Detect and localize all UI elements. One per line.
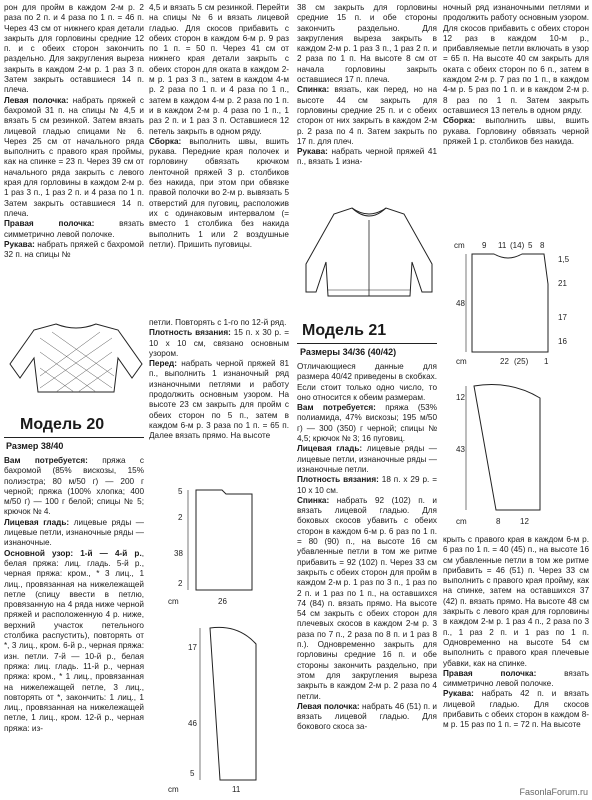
dim-label: 11: [232, 785, 241, 794]
cm-label: cm: [168, 597, 179, 606]
model21-text-col4-bottom: [443, 535, 589, 797]
text-paragraph: крыть с правого края в каждом 6-м р. 6 раз по 1 п. = 40 (45) п., на высоте 16 см убавленные петли в том же ритме прибавить = 46 (51) п. Через 33 см выполнить с правого края пройму, как на спинке, затем на оставшихся 37 (42) п. вязать прямо. На высоте 48 см закрыть с левого края для горловины в каждом 2-м р. 1 раз 4 п., 2 раза по 3 п., 1 раз 2 п. и 1 раз по 1 п. Одновременно на высоте 54 см выполнить с правого края плечевые убавки, как на спинке.: [443, 535, 589, 668]
text-paragraph: петли. Повторять с 1-го по 12-й ряд.: [149, 318, 287, 327]
label: Спинка:: [297, 495, 330, 505]
text: набрать пряжей с бахромой 31 п. на спицы № 4,5 и вязать 5 см резинкой. Затем вязать лицевой гладью спицами № 6. Через 25 см от начального ряда выполнить с правого края проймы, как на спинке = 23 п. Через 39 см от начального ряда закрыть с левого края для горловины в каждом 2-м р. 1 раз 3 п., 1 раз 2 п. и 4 раза по 1 п. Затем закрыть оставшиеся 14 п. плеча.: [4, 95, 144, 218]
dim-label: 1: [544, 357, 549, 366]
dim-label: 5: [178, 487, 183, 496]
text-paragraph: [4, 96, 144, 220]
label: Перед:: [149, 359, 177, 369]
watermark: FasonlaForum.ru: [519, 787, 588, 797]
text: пряжа с бахромой (85% вискозы, 15% полиэстра; 80 м/50 г) — 200 г черной; пряжа (100% хлопка; 400 м/50 г) — 100 г белой; спицы № 5; крючок № 4.: [4, 456, 144, 517]
text-paragraph: [443, 669, 589, 690]
text-paragraph: [4, 549, 144, 734]
text: лицевые ряды — лицевые петли, изнаночные ряды — изнаночные петли.: [297, 444, 437, 474]
dim-label: 8: [496, 517, 501, 526]
text-paragraph: [297, 85, 437, 147]
model20-front-pattern: [160, 480, 290, 610]
dim-label: 43: [456, 445, 465, 454]
model21-text-col3-bottom: [297, 362, 437, 798]
dim-label: 5: [190, 769, 195, 778]
model21-size: Размеры 34/36 (40/42): [300, 347, 397, 357]
text: набрать черной пряжей 81 п., выполнить 1 изнаночный ряд изнаночными петлями и работу продолжить основным узором. На высоте 23 см закрыть для пройм с обеих сторон по 5 п., затем в каждом 6-м р. 3 раза по 1 п. = 65 п. Далее вязать прямо. На высоте: [149, 359, 289, 441]
text: 18 п. x 29 р. = 10 x 10 см.: [297, 475, 437, 495]
text-paragraph: 38 см закрыть для горловины средние 15 п. и обе стороны закончить раздельно. Для закругления выреза закрыть в каждом 2-м р. 1 раз 3 п., 1 раз 2 п. и 2 раза по 1 п. На высоте 8 см от начала горловины закрыть оставшиеся 17 п. плеча.: [297, 3, 437, 85]
text: вязать, как перед, но на высоте 44 см закрыть для горловины средние 25 п. и с обеих сторон от них закрыть в каждом 2-м р. 2 раза по 4 п. Затем закрыть по 17 п. для плеч.: [297, 85, 437, 146]
label: Лицевая гладь:: [4, 517, 70, 527]
label: Основной узор: 1-й — 4-й р.: [4, 548, 142, 558]
model21-back-pattern: [440, 240, 590, 370]
dim-label: (25): [514, 357, 529, 366]
label: Рукава:: [4, 239, 35, 249]
text: пряжа (53% полиамида, 47% вискозы; 195 м/50 г) — 300 (350) г черной; спицы № 4,5; крючок № 3; 16 пуговиц.: [297, 403, 437, 444]
label: Правая полочка:: [4, 219, 95, 229]
dim-label: 21: [558, 279, 567, 288]
dim-label: 16: [558, 337, 567, 346]
dim-label: 9: [482, 241, 487, 250]
dim-label: 2: [178, 579, 183, 588]
dim-label: 8: [540, 241, 545, 250]
label: Правая полочка:: [443, 668, 537, 678]
label: Вам потребуется:: [4, 456, 88, 465]
model20-text-col1-bottom: [4, 456, 144, 798]
text: набрать 92 (102) п. и вязать лицевой гладью. Для боковых скосов убавить с обеих сторон в каждом 6-м р. 6 раз по 1 п. = 80 (90) п., на высоте 16 см убавленные петли в том же ритме прибавить = 92 (102) п. Через 33 см закрыть с обеих сторон для пройм в каждом 2-м р. 1 раз по 3 п., 1 раз по 2 п. и 1 раз по 1 п., на оставшихся 74 (84) п. вязать прямо. На высоте 54 см закрыть с обеих сторон для плечевых скосов в каждом 2-м р. 3 раза по 7 п., 2 раза по 8 п. и 1 раз 8 п.). Одновременно закрыть для горловины средние 16 п. и обе стороны закончить раздельно, при этом для закругления выреза закрыть в каждом 2-м р. 2 раза по 4 петли.: [297, 495, 437, 701]
cm-label: cm: [456, 517, 467, 526]
label: Сборка:: [443, 116, 476, 126]
model21-sleeve-pattern: [440, 380, 590, 530]
cm-label: cm: [456, 357, 467, 366]
dim-label: 5: [528, 241, 533, 250]
text-paragraph: [4, 219, 144, 240]
text-paragraph: [297, 702, 437, 733]
model21-text-col3-top: [297, 3, 437, 198]
dim-label: 38: [174, 549, 183, 558]
dim-label: 1,5: [558, 255, 570, 264]
text-paragraph: [149, 328, 289, 359]
model20-sleeve-pattern: [160, 620, 290, 796]
model20-title-rule: [4, 437, 144, 438]
label: Рукава:: [443, 689, 474, 699]
text-paragraph: [297, 496, 437, 702]
text: набрать черной пряжей 41 п., вязать 1 изна-: [297, 147, 437, 167]
label: Плотность вязания:: [297, 475, 379, 485]
text: выполнить швы, вшить рукава. Горловину обвязать черной пряжей 1 р. столбиков без накида.: [443, 116, 589, 146]
dim-label: 46: [188, 719, 197, 728]
dim-label: 12: [520, 517, 529, 526]
text-paragraph: [4, 456, 144, 518]
text-paragraph: 4,5 и вязать 5 см резинкой. Перейти на спицы № 6 и вязать лицевой гладью. Для скосов прибавить с обеих сторон в каждом 6-м р. 9 раз по 1 п. = 50 п. Через 41 см от нижнего края детали закрыть с обеих сторон для оката в каждом 2-м р. 1 раз 3 п., затем в каждом 4-м р. 2 раза по 1 п. и 4 раза по 1 п., затем в каждом 4-м р. 2 раза по 1 п. и в каждом 2-м р. 4 раза по 1 п., 1 раз 2 п. и 1 раз 3 п. Оставшиеся 12 петель закрыть в одном ряду.: [149, 3, 289, 136]
text-paragraph: [297, 444, 437, 475]
text-paragraph: [297, 475, 437, 496]
text-paragraph: [443, 689, 589, 730]
text-paragraph: [297, 147, 437, 168]
label: Лицевая гладь:: [297, 444, 363, 454]
text-paragraph: [297, 403, 437, 444]
text: 15 п. x 30 р. = 10 x 10 см, связано основным узором.: [149, 328, 289, 358]
text: вязать симметрично левой полочке.: [4, 219, 144, 239]
text-paragraph: [149, 137, 289, 250]
dim-label: 2: [178, 513, 183, 522]
text-paragraph: рон для пройм в каждом 2-м р. 2 раза по 2 п. и 4 раза по 1 п. = 46 п. Через 43 см от нижнего края детали закрыть для горловины средние 12 п. и с обеих сторон закончить раздельно. Для закругления выреза закрыть в каждом 2-м р. 1 раз 3 п. Затем закрыть оставшиеся 14 п. плеча.: [4, 3, 144, 95]
dim-label: 22: [500, 357, 509, 366]
text-paragraph: Отличающиеся данные для размера 40/42 приведены в скобках. Если стоит только одно число, то оно относится к обеим размерам.: [297, 362, 437, 402]
label: Вам потребуется:: [297, 403, 376, 413]
text: лицевые ряды — лицевые петли, изнаночные ряды — изнаночные.: [4, 517, 144, 548]
model21-title: Модель 21: [302, 322, 387, 339]
label: Плотность вязания:: [149, 328, 231, 338]
text: набрать 46 (51) п. и вязать лицевой гладью. Для бокового скоса за-: [297, 701, 437, 732]
label: Спинка:: [297, 85, 330, 95]
text-paragraph: [4, 240, 144, 261]
model20-text-col2-bottom: [149, 318, 289, 484]
text-paragraph: [149, 359, 289, 441]
text: набрать пряжей с бахромой 32 п. на спицы №: [4, 239, 144, 260]
model20-text-col1-top: [4, 3, 144, 321]
label: Рукава:: [297, 147, 328, 157]
dim-label: 17: [188, 643, 197, 652]
model20-title: Модель 20: [20, 416, 105, 433]
cm-label: cm: [168, 785, 179, 794]
model21-text-col4-top: [443, 3, 589, 183]
dim-label: 12: [456, 393, 465, 402]
text-paragraph: ночный ряд изнаночными петлями и продолжить работу основным узором. Для скосов прибавить с обеих сторон 12 раз в каждом 10-м р., прибавляемые петли включать в узор = 65 п. На высоте 40 см закрыть для оката с обеих сторон по 6 п., затем в каждом 2-м р. 7 раз по 1 п., в каждом 4-м р. 5 раз по 1 п. и в каждом 2-м р. 8 раз по 1 п. Затем закрыть оставшиеся 13 петель в одном ряду.: [443, 3, 589, 115]
dim-label: (14): [510, 241, 525, 250]
dim-label: 48: [456, 299, 465, 308]
dim-label: 11: [498, 241, 507, 250]
text: , белая пряжа: лиц. гладь. 5-й р., черная пряжа: кром., * 3 лиц., 1 лиц., провязанная на нижележащей петле (спицу ввести в петлю, провязанную на 4 ряда ниже черной пряжей и расположенную 4 р. ниже, верхний участок петельного столбика распустить), повторять от *, 3 лиц., кром. 6-й р., черная пряжа: изн. петли. 7-й — 10-й р., белая пряжа: лиц. гладь. 11-й р., черная пряжа: кром., * 1 лиц., провязанная на нижележащей петле, 3 лиц., повторять от *, закончить: 1 лиц., 1 лиц., провязанная на нижележащей петле, 1 лиц., кром. 12-й р., черная пряжа: из-: [4, 548, 144, 733]
model21-title-rule: [297, 343, 437, 344]
model20-size: Размер 38/40: [6, 441, 64, 451]
label: Левая полочка:: [297, 701, 360, 711]
dim-label: 17: [558, 313, 567, 322]
model20-text-col2-top: [149, 3, 289, 303]
model21-cardigan-illustration: [300, 200, 438, 310]
dim-label: 26: [218, 597, 227, 606]
label: Левая полочка:: [4, 95, 69, 105]
cm-label: cm: [454, 241, 465, 250]
text-paragraph: [443, 116, 589, 147]
model20-sweater-illustration: [6, 318, 146, 398]
text-paragraph: [4, 518, 144, 549]
text: выполнить швы, вшить рукава. Передние края полочек и горловину обвязать крючком ленточной пряжей 3 р. столбиков без накида, при этом при обвязке правой полочки во 2-м р. вывязать 5 отверстий для пуговиц, расположив их с одинаковым интервалом (= вместо 1 столбика без накида выполнить 1 или 2 воздушные петли). Пришить пуговицы.: [149, 136, 289, 249]
text: вязать симметрично левой полочке.: [443, 668, 589, 689]
text: набрать 42 п. и вязать лицевой гладью. Для скосов прибавить с обеих сторон в каждом 8-м р. 15 раз по 1 п. = 72 п. На высоте: [443, 689, 589, 730]
label: Сборка:: [149, 136, 182, 146]
